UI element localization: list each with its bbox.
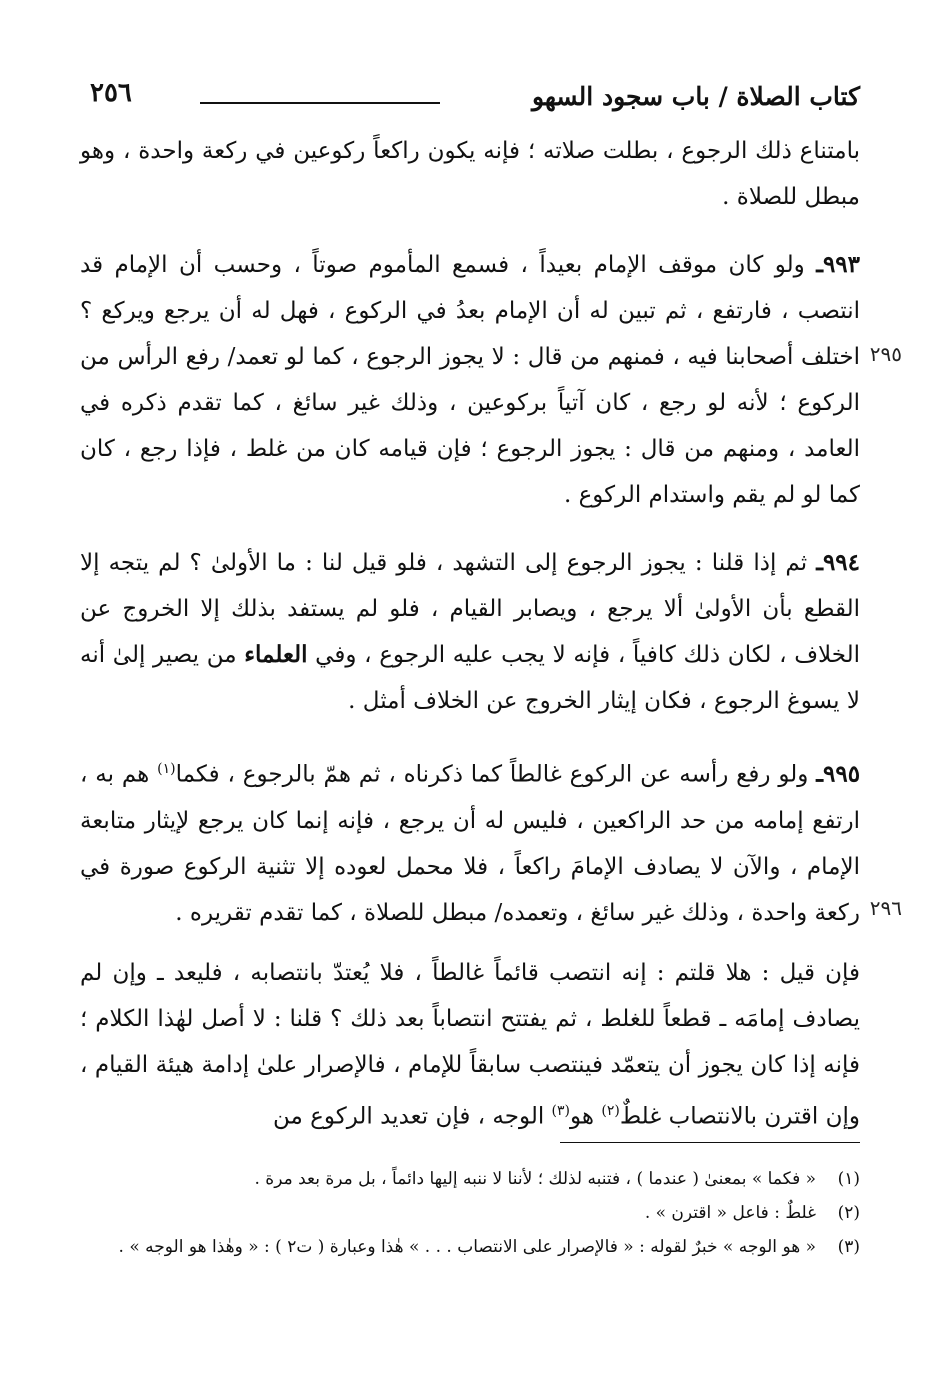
page-header (80, 78, 860, 118)
paragraph-objection (80, 950, 860, 1140)
footnote-2 (80, 1196, 860, 1230)
paragraph-text: فإن قيل : هلا قلتم : إنه انتصب قائماً غالطاً ، فلا يُعتدّ بانتصابه ، فليعد ـ وإن لم يصادف إمامَه ـ قطعاً للغلط ، ثم يفتتح انتصاباً بعد ذلك ؟ قلنا : لا أصل لهٰذا الكلام ؛ فإنه إذا كان يجوز أن يتعمّد فينتصب سابقاً للإمام ، فالإصرار علىٰ إدامة هيئة القيام ، وإن اقترن بالانتصاب غلطٌ (80, 959, 860, 1130)
footnote-ref-1: (١) (157, 761, 176, 777)
footnote-ref-2: (٢) (601, 1102, 620, 1119)
paragraph-text: ولو كان موقف الإمام بعيداً ، فسمع المأموم صوتاً ، وحسب أن الإمام قد انتصب ، فارتفع ، ثم تبين له أن الإمام بعدُ في الركوع ، فهل له أن يرجع ويركع ؟ اختلف أصحابنا فيه ، فمنهم من قال : لا يجوز الرجوع ، كما لو تعمد/ رفع الرأس من الركوع ؛ لأنه لو رجع ، كان آتياً بركوعين ، وذلك غير سائغ ، كما تقدم ذكره في العامد ، ومنهم من قال : يجوز الرجوع ؛ فإن قيامه كان من غلط ، فإذا رجع ، كان كما لو لم يقم واستدام الركوع . (80, 252, 860, 508)
paragraph-text: ولو رفع رأسه عن الركوع غالطاً كما ذكرناه ، ثم همّ بالرجوع ، فكما (175, 761, 809, 788)
footnote-rule (560, 1142, 860, 1143)
margin-marker-first: ٢٩٥ (869, 342, 902, 366)
paragraph-995 (80, 746, 860, 936)
issue-number: ٩٩٤ـ (816, 549, 861, 576)
footnote-text: « هو الوجه » خبرٌ لقوله : « فالإصرار على الانتصاب . . . » هٰذا وعبارة ( ت٢ ) : « وهٰذا هو الوجه » . (118, 1237, 816, 1257)
running-title: كتاب الصلاة / باب سجود السهو (531, 82, 860, 111)
page-number: ٢٥٦ (90, 78, 132, 108)
footnotes (80, 1162, 860, 1264)
paragraph-text: من يصير إلىٰ أنه لا يسوغ الرجوع ، فكان إيثار الخروج عن الخلاف أمثل . (80, 642, 860, 714)
footnote-label: (١) (837, 1169, 860, 1189)
issue-number: ٩٩٥ـ (816, 760, 861, 788)
footnote-3 (80, 1230, 860, 1264)
paragraph-993 (80, 242, 860, 518)
footnote-label: (٢) (837, 1203, 860, 1223)
paragraph-994 (80, 540, 860, 724)
paragraph-text: ثم إذا قلنا : يجوز الرجوع إلى التشهد ، فلو قيل لنا : ما الأولىٰ ؟ لم يتجه إلا القطع بأن الأولىٰ ألا يرجع ، ويصابر القيام ، فلو لم يستفد بذلك إلا الخروج عن الخلاف ، لكان ذلك كافياً ، فإنه لا يجب عليه الرجوع ، وفي (80, 550, 861, 668)
main-text (80, 128, 860, 1139)
footnote-ref-3: (٣) (551, 1102, 571, 1119)
margin-marker-second: ٢٩٦ (869, 896, 902, 920)
paragraph-text: الوجه ، فإن تعديد الركوع من (273, 1103, 545, 1130)
emphasized-word: العلماء (244, 641, 308, 668)
footnote-label: (٣) (837, 1237, 860, 1257)
issue-number: ٩٩٣ـ (816, 251, 860, 278)
footnote-1 (80, 1162, 860, 1196)
header-rule (200, 102, 440, 104)
paragraph-text: هو (570, 1103, 595, 1130)
footnote-text: غلطٌ : فاعل « اقترن » . (644, 1203, 816, 1223)
paragraph-continuation: بامتناع ذلك الرجوع ، بطلت صلاته ؛ فإنه يكون راكعاً ركوعين في ركعة واحدة ، وهو مبطل للصلاة . (80, 138, 860, 210)
footnote-text: « فكما » بمعنىٰ ( عندما ) ، فتنبه لذلك ؛ لأننا لا ننبه إليها دائماً ، بل مرة بعد مرة . (254, 1169, 816, 1189)
paragraph-text: هم به ، ارتفع إمامه من حد الراكعين ، فليس له أن يرجع ، فإنه إنما كان يرجع لإيثار متابعة الإمام ، والآن لا يصادف الإمامَ راكعاً ، فلا محمل لعوده إلا تثنية الركوع صورة في ركعة واحدة ، وذلك غير سائغ ، وتعمده/ مبطل للصلاة ، كما تقدم تقريره . (80, 761, 860, 926)
